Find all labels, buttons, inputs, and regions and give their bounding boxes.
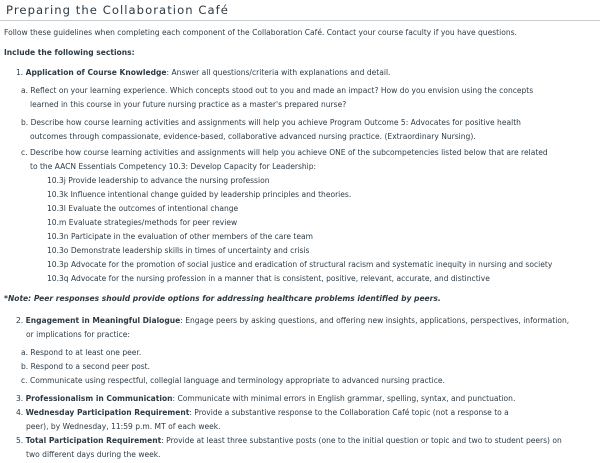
section-1-text: : Answer all questions/criteria with explanations and detail. [166,68,391,77]
section-1b-line1: b. Describe how course learning activities and assignments will help you achieve Program Outcome 5: Advocates for positive health [21,118,521,127]
section-5-label: Total Participation Requirement [25,436,162,445]
section-2a: a. Respond to at least one peer. [21,348,142,357]
include-heading: Include the following sections: [4,48,135,57]
section-3-number: 3. [16,394,24,403]
subcompetency-item: 10.m Evaluate strategies/methods for peer review [47,218,238,227]
section-2-text-line1: : Engage peers by asking questions, and offering new insights, applications, perspectives, information, [180,316,570,325]
subcompetency-item: 10.3k Influence intentional change guided by leadership principles and theories. [47,190,352,199]
subcompetency-item: 10.3j Provide leadership to advance the nursing profession [47,176,270,185]
subcompetency-item: 10.3p Advocate for the promotion of social justice and eradication of structural racism and systematic inequity in nursing and society [47,260,553,269]
section-1 [16,66,390,80]
section-1c-line1: c. Describe how course learning activities and assignments will help you achieve ONE of the subcompetencies listed below that are related [21,148,548,157]
section-5-text-line1: : Provide at least three substantive posts (one to the initial question or topic and two to student peers) on [161,436,562,445]
section-1-number: 1. [16,68,24,77]
section-2 [16,314,569,328]
peer-response-note: *Note: Peer responses should provide options for addressing healthcare problems identified by peers. [4,294,441,303]
section-3-label: Professionalism in Communication [25,394,173,403]
subcompetency-item: 10.3q Advocate for the nursing profession in a manner that is consistent, positive, relevant, accurate, and distinctive [47,274,490,283]
section-1a-line1: a. Reflect on your learning experience. Which concepts stood out to you and made an impact? How do you envision using the concepts [21,86,534,95]
section-2-number: 2. [16,316,24,325]
section-3 [16,392,515,406]
intro-text: Follow these guidelines when completing each component of the Collaboration Café. Contact your course faculty if you have questions. [4,28,517,37]
section-1a-line2: learned in this course in your future nursing practice as a master's prepared nurse? [30,100,347,109]
section-3-text: : Communicate with minimal errors in English grammar, spelling, syntax, and punctuation. [172,394,516,403]
section-4-text-line2: peer), by Wednesday, 11:59 p.m. MT of each week. [26,422,221,431]
section-4 [16,406,509,420]
section-4-number: 4. [16,408,24,417]
subcompetency-item: 10.3l Evaluate the outcomes of intentional change [47,204,239,213]
section-2-label: Engagement in Meaningful Dialogue [25,316,181,325]
section-5 [16,434,562,448]
section-2c: c. Communicate using respectful, collegial language and terminology appropriate to advanced nursing practice. [21,376,445,385]
section-4-label: Wednesday Participation Requirement [25,408,190,417]
section-1c-line2: to the AACN Essentials Competency 10.3: Develop Capacity for Leadership: [30,162,317,171]
subcompetency-item: 10.3o Demonstrate leadership skills in times of uncertainty and crisis [47,246,310,255]
section-2b: b. Respond to a second peer post. [21,362,151,371]
title-bar [0,0,600,21]
section-1b-line2: outcomes through compassionate, evidence-based, collaborative advanced nursing practice. (Extraordinary Nursing). [30,132,476,141]
section-5-text-line2: two different days during the week. [26,450,161,459]
section-5-number: 5. [16,436,24,445]
section-2-text-line2: or implications for practice: [26,330,130,339]
section-4-text-line1: : Provide a substantive response to the Collaboration Café topic (not a response to a [189,408,509,417]
section-1-label: Application of Course Knowledge [25,68,167,77]
page-title: Preparing the Collaboration Café [6,3,229,17]
subcompetency-item: 10.3n Participate in the evaluation of other members of the care team [47,232,313,241]
